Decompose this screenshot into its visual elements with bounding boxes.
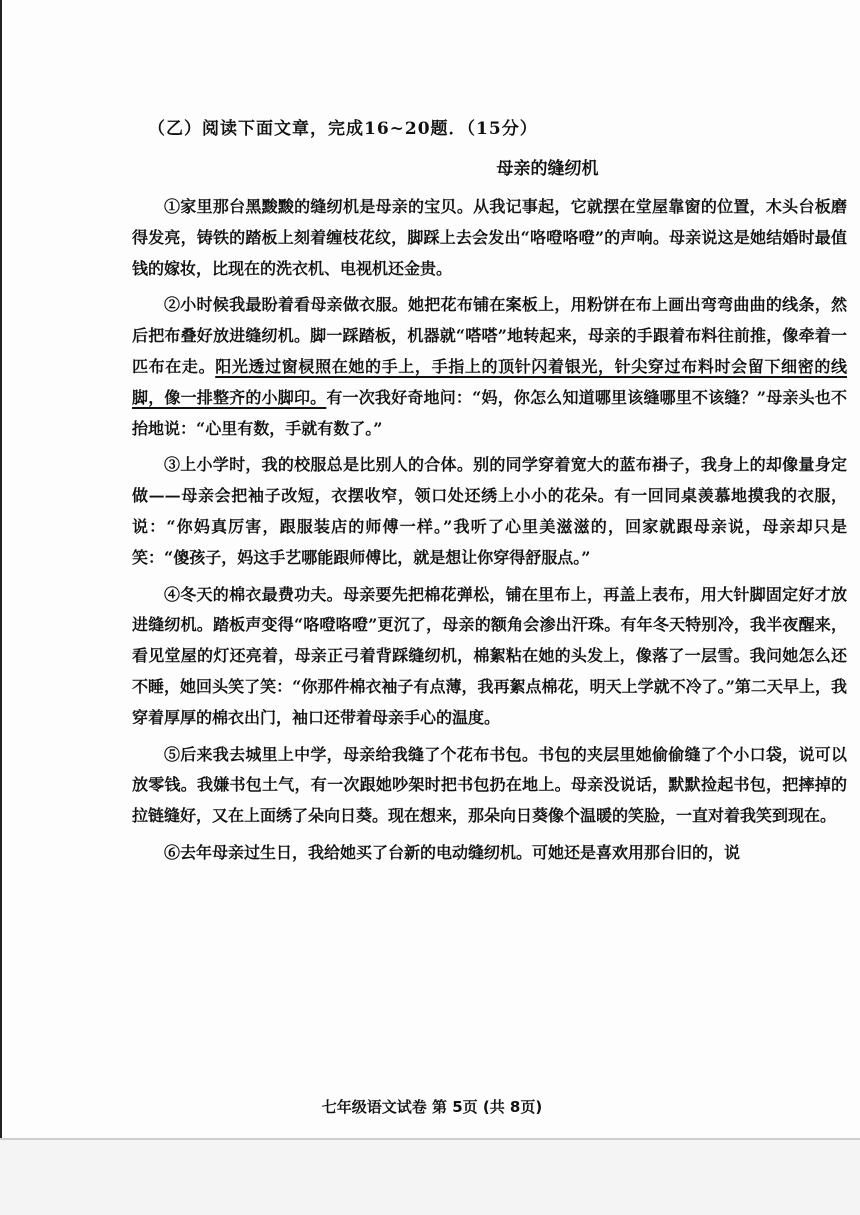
paragraph-2-before: ②小时候我最盼着看母亲做衣服。她把花布铺在案板上，用粉饼在布上画出弯弯曲曲的线条，然后把布叠好放进缝纫机。脚一踩踏板，机器就“嗒嗒”地转起来，母亲的手跟着布料往前推，像牵着一匹布在走。 [132,295,847,376]
question-intro: （乙）阅读下面文章，完成16~20题．（15分） [148,119,538,139]
paragraph-2 [132,290,847,444]
paragraph-1: ①家里那台黑黢黢的缝纫机是母亲的宝贝。从我记事起，它就摆在堂屋靠窗的位置，木头台板磨得发亮，铸铁的踏板上刻着缠枝花纹，脚踩上去会发出“咯噔咯噔”的声响。母亲说这是她结婚时最值钱的嫁妆，比现在的洗衣机、电视机还金贵。 [132,197,847,278]
underlined-sentence: 阳光透过窗棂照在她的手上，手指上的顶针闪着银光，针尖穿过布料时会留下细密的线脚，像一排整齐的小脚印。 [132,356,847,407]
reading-section [132,112,847,875]
paragraph-2-after: 有一次我好奇地问：“妈，你怎么知道哪里该缝哪里不该缝？”母亲头也不抬地说：“心里有数，手就有数了。” [132,387,847,438]
paragraph-4: ④冬天的棉衣最费功夫。母亲要先把棉花弹松，铺在里布上，再盖上表布，用大针脚固定好才放进缝纫机。踏板声变得“咯噔咯噔”更沉了，母亲的额角会渗出汗珠。有年冬天特别冷，我半夜醒来，看见堂屋的灯还亮着，母亲正弓着背踩缝纫机，棉絮粘在她的头发上，像落了一层雪。我问她怎么还不睡，她回头笑了笑：“你那件棉衣袖子有点薄，我再絮点棉花，明天上学就不冷了。”第二天早上，我穿着厚厚的棉衣出门，袖口还带着母亲手心的温度。 [132,584,847,727]
page-footer: 七年级语文试卷 第 5页 (共 8页) [321,1098,543,1116]
scan-background [0,1140,860,1215]
paragraph-5: ⑤后来我去城里上中学，母亲给我缝了个花布书包。书包的夹层里她偷偷缝了个小口袋，说可以放零钱。我嫌书包土气，有一次跟她吵架时把书包扔在地上。母亲没说话，默默捡起书包，把摔掉的拉链缝好，又在上面绣了朵向日葵。现在想来，那朵向日葵像个温暖的笑脸，一直对着我笑到现在。 [132,744,847,826]
article-title: 母亲的缝纫机 [496,159,599,179]
paragraph-6: ⑥去年母亲过生日，我给她买了台新的电动缝纫机。可她还是喜欢用那台旧的，说 [164,842,741,862]
paragraph-3: ③上小学时，我的校服总是比别人的合体。别的同学穿着宽大的蓝布褂子，我身上的却像量身定做——母亲会把袖子改短，衣摆收窄，领口处还绣上小小的花朵。有一回同桌羡慕地摸我的衣服，说：“你妈真厉害，跟服装店的师傅一样。”我听了心里美滋滋的，回家就跟母亲说，母亲却只是笑：“傻孩子，妈这手艺哪能跟师傅比，就是想让你穿得舒服点。” [132,455,847,567]
